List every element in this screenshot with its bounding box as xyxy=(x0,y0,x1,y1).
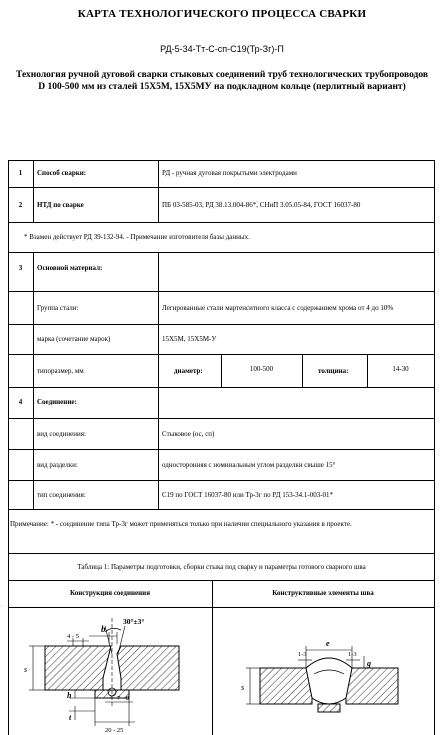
joint-construction-drawing xyxy=(9,608,211,735)
joint-type-label: тип соединения: xyxy=(37,491,86,499)
dim-b: b xyxy=(101,624,106,634)
dim-s2: s xyxy=(241,683,245,692)
joint-label: Соединение: xyxy=(37,398,77,406)
process-card-table xyxy=(8,160,435,735)
dim-angle: 30°±3° xyxy=(123,617,145,626)
dim-h: h xyxy=(67,691,72,700)
diameter-value: 100-500 xyxy=(249,365,274,373)
weld-elements-header: Конструктивные элементы шва xyxy=(272,589,374,597)
welding-method-value: РД - ручная дуговая покрытыми электродами xyxy=(162,169,297,177)
base-material-label: Основной материал: xyxy=(37,264,103,272)
dim-t: t xyxy=(69,713,72,722)
size-label: типоразмер, мм xyxy=(37,367,84,375)
ntd-label: НТД по сварке xyxy=(37,201,84,209)
dim-s: s xyxy=(24,665,28,674)
diameter-label: диаметр: xyxy=(174,367,203,375)
weld-elements-drawing xyxy=(214,608,433,735)
joint-kind-value: Стыковое (ос, сп) xyxy=(162,430,215,438)
dim-7-8: 7 - 8 xyxy=(117,695,129,702)
right-edge-marker: · xyxy=(437,604,440,610)
bevel-label: вид разделки: xyxy=(37,461,78,469)
dim-e: e xyxy=(326,639,330,648)
joint-construction-header: Конструкция соединения xyxy=(69,589,151,597)
dim-4-5: 4 - 5 xyxy=(67,633,79,640)
row-1-number: 1 xyxy=(18,169,23,177)
note-replacement: * Взамен действует РД 39-132-94. - Примечание изготовителя базы данных. xyxy=(24,233,250,241)
dim-1-3-left: 1-3 xyxy=(298,651,307,658)
document-title: КАРТА ТЕХНОЛОГИЧЕСКОГО ПРОЦЕССА СВАРКИ xyxy=(77,8,367,20)
grade-value: 15Х5М, 15Х5М-У xyxy=(162,335,217,343)
ntd-value: ПБ 03-585-03, РД 38.13.004-86*, СНиП 3.05.05-84, ГОСТ 16037-80 xyxy=(162,201,361,209)
joint-kind-label: вид соединения: xyxy=(37,430,86,438)
dim-1-3-right: 1-3 xyxy=(348,651,357,658)
document-subtitle: Технология ручной дуговой сварки стыковых соединений труб технологических трубопроводов D 100-500 мм из сталей 15Х5М, 15Х5МУ на подкладном кольце (перлитный вариант) xyxy=(15,70,429,92)
left-edge-marker: · xyxy=(0,604,3,610)
note-joint-type: Примечание: * - соединение типа Тр-3г может применяться только при наличии специального указания в проекте. xyxy=(10,520,352,528)
row-3-number: 3 xyxy=(18,264,23,272)
welding-method-label: Способ сварки: xyxy=(37,169,87,177)
grade-label: марка (сочетание марок) xyxy=(37,335,111,343)
dim-g: g xyxy=(367,659,371,668)
bevel-value: односторонняя с номинальным углом разделки свыше 15° xyxy=(162,461,336,469)
joint-type-value: С19 по ГОСТ 16037-80 или Тр-3г по РД 153-34.1-003-01* xyxy=(162,491,334,499)
table1-caption: Таблица 1: Параметры подготовки, сборки стыка под сварку и параметры готового сварного шва xyxy=(77,563,366,571)
dim-20-25: 20 - 25 xyxy=(105,727,124,734)
row-2-number: 2 xyxy=(18,201,23,209)
steel-group-label: Группа стали: xyxy=(37,304,79,312)
row-4-number: 4 xyxy=(18,398,23,406)
thickness-value: 14-30 xyxy=(392,365,409,373)
thickness-label: толщина: xyxy=(318,367,349,375)
document-code: РД-5-34-Тт-С-сп-С19(Тр-Зг)-П xyxy=(160,44,284,54)
steel-group-value: Легированные стали мартенситного класса с содержанием хрома от 4 до 10% xyxy=(162,304,394,312)
